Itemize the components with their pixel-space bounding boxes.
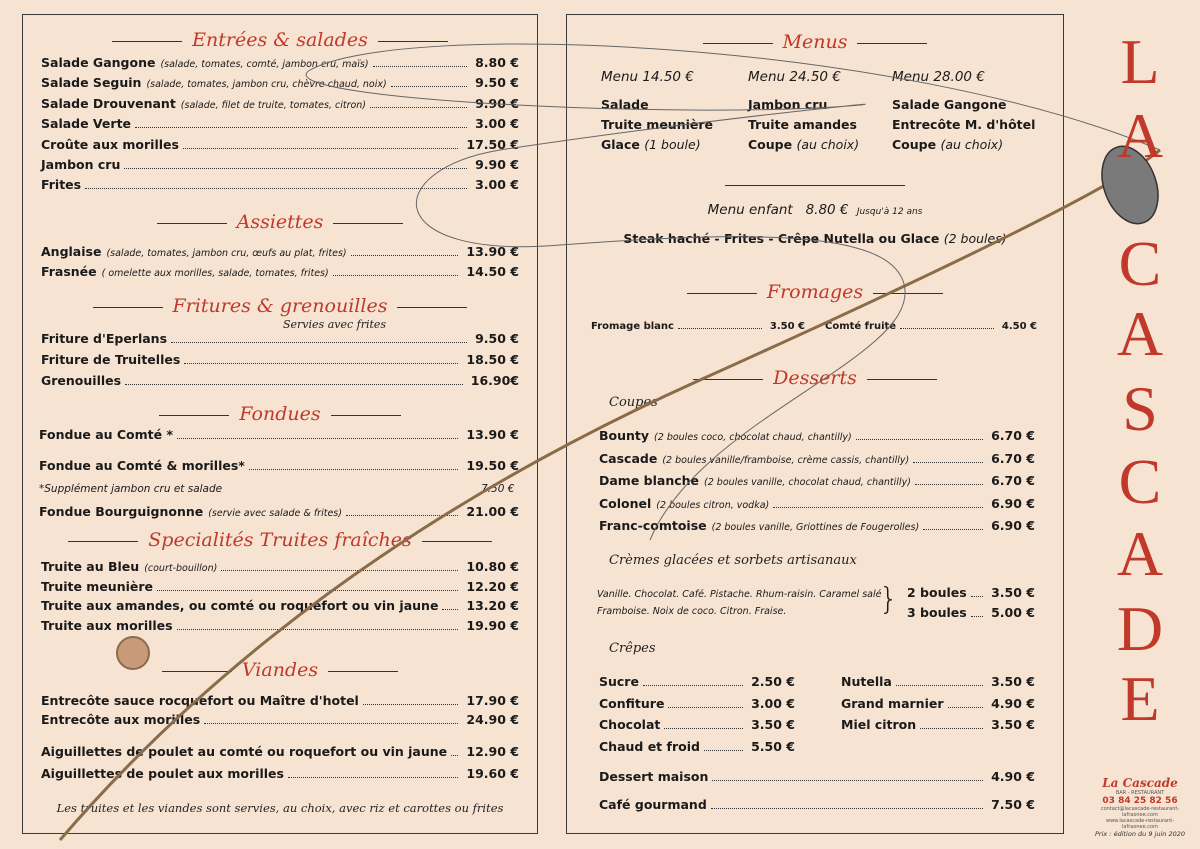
coupe-row-name: Cascade — [599, 450, 658, 466]
brand-letter: D — [1116, 593, 1164, 664]
coupe-row-desc: (2 boules vanille, chocolat chaud, chantilly) — [704, 477, 911, 488]
coupe-row-desc: (2 boules vanille, Griottines de Fougerolles) — [711, 522, 920, 533]
coupe-row-price: 6.90 € — [991, 495, 1035, 511]
menu-2-title: Menu 24.50 € — [748, 69, 841, 85]
reel-icon — [117, 637, 149, 669]
brand-letter: E — [1120, 663, 1160, 734]
crepes-title: Crêpes — [609, 641, 656, 656]
viande-row-name: Aiguillettes de poulet aux morilles — [41, 766, 284, 781]
fondue-row-name: Fondue Bourguignonne — [39, 504, 204, 519]
entree-row-price: 17.50 € — [466, 136, 519, 152]
crepe-row-name: Miel citron — [841, 717, 917, 732]
menu-3-line: Entrecôte M. d'hôtel — [892, 117, 1036, 132]
brand-letter: A — [1116, 298, 1164, 369]
fromage-name: Comté fruité — [825, 321, 897, 332]
coupe-row-name: Colonel — [599, 495, 652, 511]
coupe-row-price: 6.70 € — [991, 473, 1035, 488]
entree-row-name: Croûte aux morilles — [41, 136, 179, 152]
crepe-row-name: Chocolat — [599, 717, 661, 732]
coupe-row-name: Franc-comtoise — [599, 518, 707, 533]
entree-row-price: 9.90 € — [475, 157, 519, 172]
entree-row-desc: (salade, filet de truite, tomates, citron) — [180, 99, 367, 111]
truite-row-price: 10.80 € — [466, 559, 519, 574]
logo-subtitle: BAR - RESTAURANT — [1115, 790, 1165, 796]
coupe-row-name: Bounty — [599, 428, 650, 443]
crepe-row-name: Confiture — [599, 695, 665, 711]
coupe-row-price: 6.70 € — [991, 428, 1035, 443]
entree-row-price: 9.90 € — [475, 95, 519, 111]
section-title-fritures: Fritures & grenouilles — [23, 295, 537, 317]
crepe-row-name: Sucre — [599, 674, 639, 689]
section-title-fondues: Fondues — [23, 403, 537, 425]
entree-row-desc: (salade, tomates, comté, jambon cru, maïs) — [160, 59, 369, 70]
crepe-row-price: 3.00 € — [751, 695, 795, 711]
viande-row-price: 19.60 € — [466, 766, 519, 781]
brand-letter: S — [1122, 373, 1158, 444]
truite-row-name: Truite aux amandes, ou comté ou roquefort ou vin jaune — [41, 598, 439, 613]
fondue-row-desc: (servie avec salade & frites) — [208, 508, 342, 519]
friture-row-price: 9.50 € — [475, 331, 519, 346]
entree-row-name: Salade Verte — [41, 116, 132, 132]
menu-1-line: Salade — [601, 97, 649, 112]
entree-row-name: Salade Seguin — [41, 75, 142, 91]
menu-1-extra: (1 boule) — [644, 137, 701, 152]
friture-row-price: 16.90€ — [470, 373, 519, 388]
logo-name: La Cascade — [1102, 776, 1178, 790]
cafe-gourmand-price: 7.50 € — [991, 797, 1035, 812]
brace: } — [879, 582, 899, 617]
brand-letter: C — [1118, 228, 1162, 299]
truite-row-name: Truite meunière — [41, 578, 154, 594]
cremes-title: Crèmes glacées et sorbets artisanaux — [609, 553, 857, 568]
assiette-row-desc: (salade, tomates, jambon cru, œufs au plat, frites) — [106, 248, 347, 259]
fromage-price: 3.50 € — [769, 321, 805, 332]
section-title-assiettes: Assiettes — [23, 211, 537, 233]
entree-row-name: Salade Drouvenant — [41, 95, 176, 111]
brand-letter: L — [1120, 26, 1160, 97]
truite-row-price: 12.20 € — [466, 578, 519, 594]
truite-row-name: Truite au Bleu — [41, 559, 140, 574]
menu-2-line: Coupe — [748, 137, 793, 152]
viande-row-name: Aiguillettes de poulet au comté ou roquefort ou vin jaune — [41, 744, 448, 759]
entree-row-name: Jambon cru — [41, 157, 121, 172]
assiette-row-price: 13.90 € — [466, 244, 519, 259]
fritures-subtitle: Servies avec frites — [283, 318, 387, 331]
fondue-supplement-note: *Supplément jambon cru et salade — [39, 483, 223, 495]
fromage-name: Fromage blanc — [591, 321, 674, 332]
menu-3-title: Menu 28.00 € — [892, 69, 985, 85]
assiette-row-name: Anglaise — [41, 244, 102, 259]
friture-row-name: Grenouilles — [41, 373, 122, 388]
crepe-row-name: Grand marnier — [841, 695, 944, 711]
fondue-supplement-price: 7.50 € — [481, 483, 515, 495]
entree-row-price: 3.00 € — [475, 177, 519, 193]
menu-enfant-age-note: Jusqu'à 12 ans — [856, 207, 923, 217]
boules-price: 5.00 € — [991, 605, 1035, 620]
truite-row-price: 13.20 € — [466, 598, 519, 613]
section-title-menus: Menus — [567, 31, 1063, 53]
truite-row-desc: (court-bouillon) — [144, 563, 218, 574]
fondue-row-name: Fondue au Comté * — [39, 427, 174, 442]
menu-3-extra: (au choix) — [940, 137, 1004, 152]
viande-row-price: 24.90 € — [466, 712, 519, 727]
friture-row-name: Friture d'Eperlans — [41, 331, 168, 346]
entree-row-price: 9.50 € — [475, 75, 519, 91]
entree-row-price: 3.00 € — [475, 116, 519, 132]
menu-2-line: Truite amandes — [748, 117, 857, 132]
coupe-row-desc: (2 boules coco, chocolat chaud, chantilly) — [654, 432, 852, 443]
email-address: contact@lacascade-restaurant-lafraonee.com — [1100, 806, 1180, 818]
friture-row-price: 18.50 € — [466, 352, 519, 367]
coupe-row-price: 6.90 € — [991, 518, 1035, 533]
phone-number: 03 84 25 82 56 — [1102, 796, 1178, 806]
crepe-row-name: Nutella — [841, 674, 892, 689]
assiette-row-desc: ( omelette aux morilles, salade, tomates, frites) — [101, 268, 329, 279]
crepe-row-price: 3.50 € — [991, 674, 1035, 689]
entree-row-price: 8.80 € — [475, 55, 519, 70]
assiette-row-price: 14.50 € — [466, 264, 519, 279]
menu-3-line: Salade Gangone — [892, 97, 1007, 112]
coupe-row-desc: (2 boules citron, vodka) — [656, 499, 770, 511]
menu-enfant-extra: (2 boules) — [943, 231, 1007, 246]
fishing-line-icon — [306, 44, 1160, 540]
menu-3-line: Coupe — [892, 137, 937, 152]
section-title-truites: Specialités Truites fraîches — [23, 529, 537, 551]
coupe-row-name: Dame blanche — [599, 473, 700, 488]
brand-letter: A — [1116, 518, 1164, 589]
menu-1-title: Menu 14.50 € — [601, 69, 694, 85]
entree-row-name: Salade Gangone — [41, 55, 156, 70]
cremes-flavors-1: Vanille. Chocolat. Café. Pistache. Rhum-raisin. Caramel salé — [597, 589, 882, 600]
crepe-row-price: 5.50 € — [751, 738, 795, 754]
section-title-fromages: Fromages — [567, 281, 1063, 303]
friture-row-name: Friture de Truitelles — [41, 352, 181, 367]
viande-row-name: Entrecôte sauce rocquefort ou Maître d'hotel — [41, 693, 359, 708]
coupe-row-price: 6.70 € — [991, 450, 1035, 466]
fondue-row-price: 13.90 € — [466, 427, 519, 442]
section-title-entrees: Entrées & salades — [23, 29, 537, 51]
truite-row-name: Truite aux morilles — [41, 617, 173, 633]
truite-row-price: 19.90 € — [466, 617, 519, 633]
price-edition: Prix : édition du 9 juin 2020 — [1095, 830, 1185, 838]
entree-row-name: Frites — [41, 177, 82, 193]
fondue-row-price: 21.00 € — [466, 504, 519, 519]
dessert-maison-name: Dessert maison — [599, 769, 709, 784]
crepe-row-name: Chaud et froid — [599, 738, 700, 754]
assiette-row-name: Frasnée — [41, 264, 97, 279]
fondue-row-price: 19.50 € — [466, 458, 519, 473]
menu-1-line: Glace — [601, 137, 640, 152]
brand-letter: C — [1118, 446, 1162, 517]
crepe-row-price: 3.50 € — [991, 717, 1035, 732]
entree-row-desc: (salade, tomates, jambon cru, chèvre chaud, noix) — [146, 79, 387, 91]
section-title-desserts: Desserts — [567, 367, 1063, 389]
dessert-maison-price: 4.90 € — [991, 769, 1035, 784]
menu-2-extra: (au choix) — [796, 137, 860, 152]
crepe-row-price: 4.90 € — [991, 695, 1035, 711]
menu-enfant-price: 8.80 € — [805, 202, 849, 218]
fondue-row-name: Fondue au Comté & morilles* — [39, 458, 245, 473]
viande-row-price: 17.90 € — [466, 693, 519, 708]
fishing-rod-icon — [60, 150, 1160, 840]
fromage-price: 4.50 € — [1001, 321, 1037, 332]
viande-row-price: 12.90 € — [466, 744, 519, 759]
cafe-gourmand-name: Café gourmand — [599, 797, 707, 812]
viandes-footer-note: Les truites et les viandes sont servies, au choix, avec riz et carottes ou frites — [56, 801, 504, 815]
brand-letter: A — [1116, 100, 1164, 171]
website-address: www.lacascade-restaurant-lafraonee.com — [1105, 818, 1174, 830]
menu-enfant-items: Steak haché - Frites - Crêpe Nutella ou Glace — [623, 231, 940, 246]
section-title-viandes: Viandes — [23, 659, 537, 681]
restaurant-logo — [1090, 776, 1190, 838]
menu-1-line: Truite meunière — [601, 117, 714, 132]
viande-row-name: Entrecôte aux morilles — [41, 712, 201, 727]
coupe-row-desc: (2 boules vanille/framboise, crème cassis, chantilly) — [662, 454, 910, 466]
menu-enfant-label: Menu enfant — [707, 202, 793, 218]
coupes-title: Coupes — [609, 395, 658, 410]
crepe-row-price: 3.50 € — [751, 717, 795, 732]
boules-price: 3.50 € — [991, 585, 1035, 600]
cremes-flavors-2: Framboise. Noix de coco. Citron. Fraise. — [597, 606, 787, 617]
crepe-row-price: 2.50 € — [751, 674, 795, 689]
menu-2-line: Jambon cru — [748, 97, 828, 112]
boules-label: 3 boules — [907, 605, 967, 620]
boules-label: 2 boules — [907, 585, 967, 600]
